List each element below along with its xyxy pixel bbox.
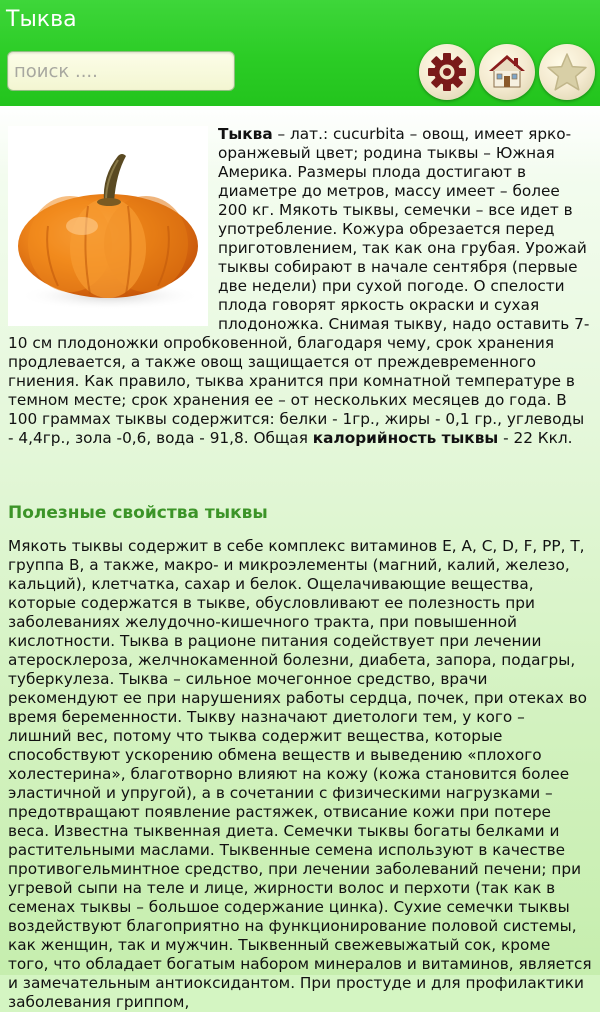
settings-button[interactable] xyxy=(419,44,475,100)
search-box[interactable] xyxy=(7,51,235,91)
intro-text: – лат.: cucurbita – овощ, имеет ярко-оранжевый цвет; родина тыквы – Южная Америка. Размеры плода достигают в диаметре до метров, массу имеет – более 200 кг. Мякоть тыквы, семечки – все идет в употребление. Кожура обрезается перед приготовлением, так как она грубая. Урожай тыквы собирают в начале сентября (первые две недели) при сухой погоде. О спелости плода говорят яркость окраски и сухая плодоножка. Снимая тыкву, надо оставить 7-10 см плодоножки опробковенной, благодаря чему, срок хранения продлевается, а также овощ защищается от преждевременного гниения. Как правило, тыква хранится при комнатной температуре в темном месте; срок хранения ее – от нескольких месяцев до года. В 100 граммах тыквы содержится: белки - 1гр., жиры - 0,1 гр., углеводы - 4,4гр., зола -0,6, вода - 91,8. Общая xyxy=(8,125,590,447)
search-input[interactable] xyxy=(8,52,234,90)
calories-term: калорийность тыквы xyxy=(312,429,499,447)
intro-lead-term: Тыква xyxy=(218,125,273,143)
gear-icon xyxy=(419,44,475,100)
star-icon xyxy=(539,44,595,100)
app-header xyxy=(0,0,600,106)
calories-value: - 22 Ккл. xyxy=(498,429,573,447)
home-button[interactable] xyxy=(479,44,535,100)
house-icon xyxy=(479,44,535,100)
article-content xyxy=(0,106,600,1011)
favorite-button[interactable] xyxy=(539,44,595,100)
intro-paragraph xyxy=(8,125,592,448)
section-paragraph: Мякоть тыквы содержит в себе комплекс витаминов Е, А, С, D, F, РР, Т, группа В, а также, макро- и микроэлементы (магний, калий, железо, кальций), клетчатка, сахар и белок. Ощелачивающие вещества, которые содержатся в тыкве, обусловливают ее полезность при заболеваниях желудочно-кишечного тракта, при повышенной кислотности. Тыква в рационе питания содействует при лечении атеросклероза, желчнокаменной болезни, диабета, запора, подагры, туберкулеза. Тыква – сильное мочегонное средство, врачи рекомендуют ее при нарушениях работы сердца, почек, при отеках во время беременности. Тыкву назначают диетологи тем, у кого – лишний вес, потому что тыква содержит вещества, которые способствуют ускорению обмена веществ и выведению «плохого холестерина», благотворно влияют на кожу (кожа становится более эластичной и упругой), а в сочетании с физическими нагрузками – предотвращают появление растяжек, отвисание кожи при потере веса. Известна тыквенная диета. Семечки тыквы богаты белками и растительными маслами. Тыквенные семена используют в качестве противогельминтное средство, при лечении заболеваний печени; при угревой сыпи на теле и лице, жирности волос и перхоти (так как в семенах тыквы – большое содержание цинка). Сухие семечки тыквы воздействуют благоприятно на функционирование половой системы, как женщин, так и мужчин. Тыквенный свежевыжатый сок, кроме того, что обладает богатым набором минералов и витаминов, является и замечательным антиоксидантом. При простуде и для профилактики заболевания гриппом, xyxy=(8,537,592,1011)
app-title: Тыква xyxy=(6,7,77,32)
section-heading: Полезные свойства тыквы xyxy=(8,503,268,523)
